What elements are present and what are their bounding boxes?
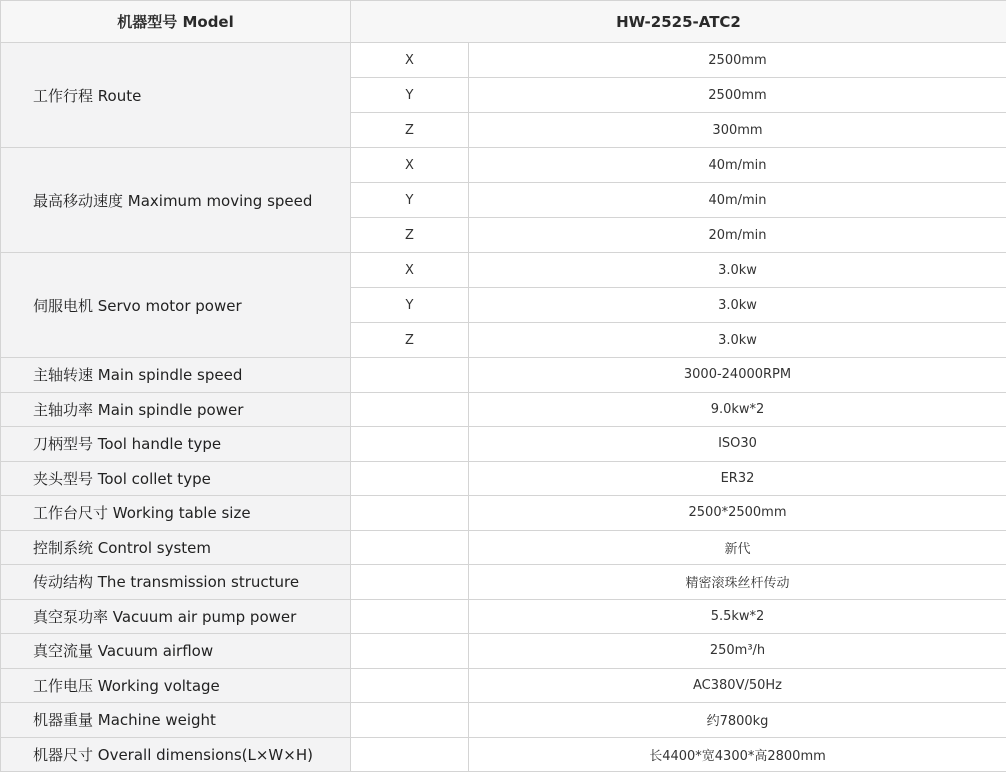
- empty-cell: [351, 496, 469, 531]
- spec-label: 传动结构 The transmission structure: [1, 565, 351, 600]
- spec-value: 2500mm: [469, 78, 1006, 113]
- table-row: [1, 565, 1006, 600]
- spec-value: 3.0kw: [469, 253, 1006, 288]
- servo-label: 伺服电机 Servo motor power: [1, 253, 351, 358]
- empty-cell: [351, 530, 469, 565]
- spec-label: 刀柄型号 Tool handle type: [1, 427, 351, 462]
- table-row: [1, 599, 1006, 634]
- table-row: [1, 668, 1006, 703]
- spec-label: 主轴转速 Main spindle speed: [1, 358, 351, 393]
- table-row: [1, 427, 1006, 462]
- axis-label: Y: [351, 78, 469, 113]
- table-row: [1, 496, 1006, 531]
- empty-cell: [351, 668, 469, 703]
- table-row: [1, 358, 1006, 393]
- empty-cell: [351, 358, 469, 393]
- spec-value: 长4400*宽4300*高2800mm: [469, 737, 1006, 772]
- table-row: [1, 43, 1006, 78]
- spec-value: 2500*2500mm: [469, 496, 1006, 531]
- axis-label: Z: [351, 218, 469, 253]
- table-row: [1, 392, 1006, 427]
- empty-cell: [351, 461, 469, 496]
- table-row: [1, 253, 1006, 288]
- spec-value: 300mm: [469, 113, 1006, 148]
- table-row: [1, 737, 1006, 772]
- table-row: [1, 461, 1006, 496]
- spec-value: 3000-24000RPM: [469, 358, 1006, 393]
- spec-value: 新代: [469, 530, 1006, 565]
- empty-cell: [351, 565, 469, 600]
- spec-label: 真空流量 Vacuum airflow: [1, 634, 351, 669]
- empty-cell: [351, 392, 469, 427]
- model-value: HW-2525-ATC2: [351, 1, 1006, 43]
- axis-label: X: [351, 253, 469, 288]
- axis-label: Y: [351, 183, 469, 218]
- table-row: [1, 148, 1006, 183]
- spec-value: ISO30: [469, 427, 1006, 462]
- spec-value: 3.0kw: [469, 288, 1006, 323]
- spec-value: 2500mm: [469, 43, 1006, 78]
- spec-label: 夹头型号 Tool collet type: [1, 461, 351, 496]
- empty-cell: [351, 599, 469, 634]
- header-row: [1, 1, 1006, 43]
- spec-value: 9.0kw*2: [469, 392, 1006, 427]
- axis-label: Z: [351, 323, 469, 358]
- spec-value: 40m/min: [469, 148, 1006, 183]
- spec-value: ER32: [469, 461, 1006, 496]
- speed-label: 最高移动速度 Maximum moving speed: [1, 148, 351, 253]
- model-label: 机器型号 Model: [1, 1, 351, 43]
- spec-label: 控制系统 Control system: [1, 530, 351, 565]
- spec-value: AC380V/50Hz: [469, 668, 1006, 703]
- axis-label: X: [351, 43, 469, 78]
- empty-cell: [351, 427, 469, 462]
- spec-value: 40m/min: [469, 183, 1006, 218]
- table-row: [1, 530, 1006, 565]
- spec-value: 约7800kg: [469, 703, 1006, 738]
- axis-label: Z: [351, 113, 469, 148]
- spec-value: 20m/min: [469, 218, 1006, 253]
- empty-cell: [351, 737, 469, 772]
- spec-label: 机器重量 Machine weight: [1, 703, 351, 738]
- empty-cell: [351, 634, 469, 669]
- spec-label: 工作台尺寸 Working table size: [1, 496, 351, 531]
- spec-value: 5.5kw*2: [469, 599, 1006, 634]
- spec-value: 250m³/h: [469, 634, 1006, 669]
- table-row: [1, 634, 1006, 669]
- spec-label: 真空泵功率 Vacuum air pump power: [1, 599, 351, 634]
- spec-label: 工作电压 Working voltage: [1, 668, 351, 703]
- spec-value: 3.0kw: [469, 323, 1006, 358]
- table-row: [1, 703, 1006, 738]
- spec-label: 机器尺寸 Overall dimensions(L×W×H): [1, 737, 351, 772]
- axis-label: Y: [351, 288, 469, 323]
- spec-label: 主轴功率 Main spindle power: [1, 392, 351, 427]
- spec-value: 精密滚珠丝杆传动: [469, 565, 1006, 600]
- route-label: 工作行程 Route: [1, 43, 351, 148]
- empty-cell: [351, 703, 469, 738]
- axis-label: X: [351, 148, 469, 183]
